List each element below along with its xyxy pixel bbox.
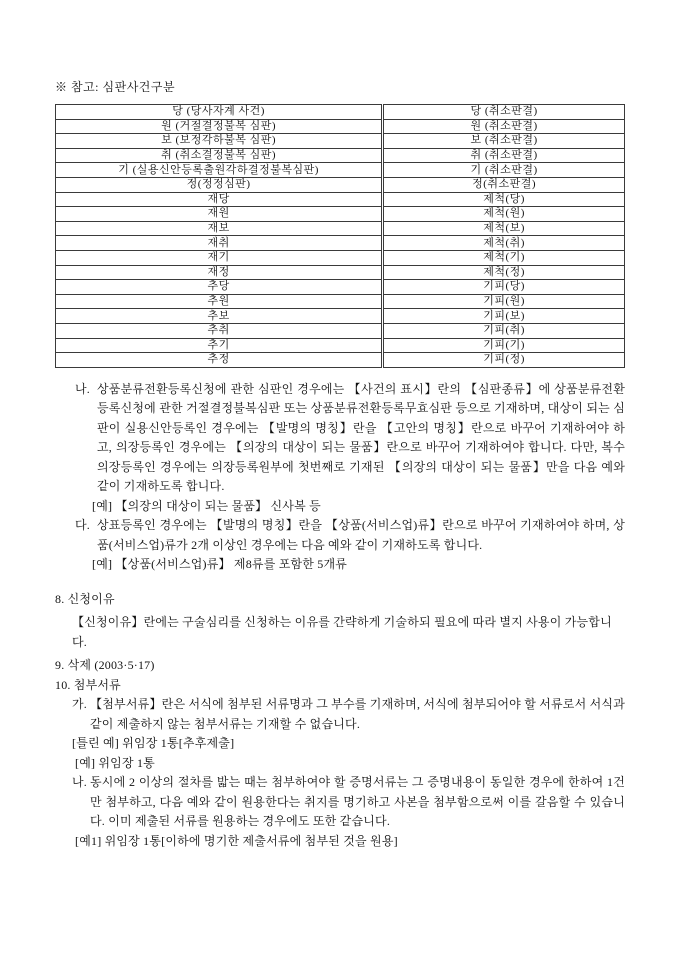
table-row bbox=[56, 294, 625, 309]
table-cell-case: 재당 bbox=[56, 192, 383, 207]
table-row bbox=[56, 177, 625, 192]
list-label: 나. bbox=[75, 381, 90, 396]
paragraph-text: 동시에 2 이상의 절차를 밟는 때는 첨부하여야 할 증명서류는 그 증명내용이 동일한 경우에 한하여 1건만 첨부하고, 다음 예와 같이 원용한다는 취지를 명기하고 사본을 첨부함으로써 이를 갈음할 수 있습니다. 이미 제출된 서류를 원용하는 경우에도 또한 같습니다. bbox=[90, 775, 625, 829]
table-cell-case: 추기 bbox=[56, 338, 383, 353]
table-cell-result: 정(취소판결) bbox=[383, 177, 625, 192]
list-label: 나. bbox=[72, 775, 87, 790]
table-row bbox=[56, 353, 625, 368]
table-cell-case: 추취 bbox=[56, 323, 383, 338]
section9-title: 9. 삭제 (2003·5·17) bbox=[55, 658, 155, 673]
example-line-design: [예] 【의장의 대상이 되는 물품】 신사복 등 bbox=[92, 498, 321, 513]
table-row bbox=[56, 236, 625, 251]
list-label: 가. bbox=[72, 697, 87, 712]
table-cell-result: 제척(보) bbox=[383, 221, 625, 236]
table-cell-case: 보 (보정각하불복 심판) bbox=[56, 134, 383, 149]
document-body bbox=[55, 380, 625, 852]
table-cell-case: 당 (당사자계 사건) bbox=[56, 105, 383, 120]
table-row bbox=[56, 192, 625, 207]
table-cell-case: 추보 bbox=[56, 309, 383, 324]
table-cell-case: 재취 bbox=[56, 236, 383, 251]
table-cell-case: 정(정정심판) bbox=[56, 177, 383, 192]
wrong-example-line: [틀린 예] 위임장 1통[추후제출] bbox=[72, 736, 235, 751]
table-cell-result: 제척(정) bbox=[383, 265, 625, 280]
table-cell-result: 보 (취소판결) bbox=[383, 134, 625, 149]
table-cell-result: 취 (취소판결) bbox=[383, 148, 625, 163]
table-row bbox=[56, 134, 625, 149]
table-cell-result: 제척(기) bbox=[383, 250, 625, 265]
table-cell-result: 기 (취소판결) bbox=[383, 163, 625, 178]
paragraph-da bbox=[75, 516, 625, 555]
table-row bbox=[56, 105, 625, 120]
example-line-class: [예] 【상품(서비스업)류】 제8류를 포함한 5개류 bbox=[92, 557, 348, 572]
paragraph-text: 【첨부서류】란은 서식에 첨부된 서류명과 그 부수를 기재하며, 서식에 첨부되어야 할 서류로서 서식과 같이 제출하지 않는 첨부서류는 기재할 수 없습니다. bbox=[90, 697, 625, 731]
table-row bbox=[56, 323, 625, 338]
table-cell-result: 기피(취) bbox=[383, 323, 625, 338]
example1-line-poa: [예1] 위임장 1통[이하에 명기한 제출서류에 첨부된 것을 원용] bbox=[75, 833, 398, 848]
section8-text: 【신청이유】란에는 구술심리를 신청하는 이유를 간략하게 기술하되 필요에 따라 별지 사용이 가능합니다. bbox=[72, 615, 612, 649]
table-row bbox=[56, 207, 625, 222]
table-cell-result: 기피(기) bbox=[383, 338, 625, 353]
table-row bbox=[56, 338, 625, 353]
table-cell-result: 제척(원) bbox=[383, 207, 625, 222]
note-heading: ※ 참고: 심판사건구분 bbox=[55, 80, 176, 94]
section10-title: 10. 첨부서류 bbox=[55, 677, 121, 692]
table-row bbox=[56, 119, 625, 134]
table-cell-case: 추원 bbox=[56, 294, 383, 309]
table-cell-case: 추정 bbox=[56, 353, 383, 368]
table-cell-case: 추당 bbox=[56, 280, 383, 295]
table-row bbox=[56, 250, 625, 265]
table-cell-case: 기 (실용신안등록출원각하결정불복심판) bbox=[56, 163, 383, 178]
table-cell-result: 기피(정) bbox=[383, 353, 625, 368]
table-row bbox=[56, 221, 625, 236]
table-cell-result: 기피(당) bbox=[383, 280, 625, 295]
table-cell-result: 당 (취소판결) bbox=[383, 105, 625, 120]
paragraph-text: 상품분류전환등록신청에 관한 심판인 경우에는 【사건의 표시】란의 【심판종류】에 상품분류전환등록신청에 관한 거절결정불복심판 또는 상품분류전환등록무효심판 등으로 기재하며, 대상이 되는 심판이 실용신안등록인 경우에는 【발명의 명칭】란을 【고안의 명칭】란으로 바꾸어 기재하여야 하고, 의장등록인 경우에는 【의장의 대상이 되는 물품】란으로 바꾸어 기재하여야 합니다. 다만, 복수의장등록인 경우에는 의장등록원부에 첫번째로 기재된 【의장의 대상이 되는 물품】만을 다음 예와 같이 기재하도록 합니다. bbox=[97, 381, 625, 494]
section8-title: 8. 신청이유 bbox=[55, 591, 115, 606]
table-cell-case: 원 (거절결정불복 심판) bbox=[56, 119, 383, 134]
table-cell-result: 제척(당) bbox=[383, 192, 625, 207]
table-cell-result: 제척(취) bbox=[383, 236, 625, 251]
table-cell-result: 원 (취소판결) bbox=[383, 119, 625, 134]
trial-case-table bbox=[55, 104, 625, 368]
table-cell-case: 재정 bbox=[56, 265, 383, 280]
table-row bbox=[56, 265, 625, 280]
table-cell-case: 취 (취소결정불복 심판) bbox=[56, 148, 383, 163]
table-cell-case: 재원 bbox=[56, 207, 383, 222]
paragraph-na bbox=[75, 380, 625, 497]
table-row bbox=[56, 280, 625, 295]
example-line-poa: [예] 위임장 1통 bbox=[75, 755, 155, 770]
list-label: 다. bbox=[75, 518, 90, 533]
table-row bbox=[56, 148, 625, 163]
table-cell-result: 기피(보) bbox=[383, 309, 625, 324]
table-row bbox=[56, 163, 625, 178]
paragraph-ga bbox=[72, 695, 625, 734]
table-cell-result: 기피(원) bbox=[383, 294, 625, 309]
table-cell-case: 재기 bbox=[56, 250, 383, 265]
table-row bbox=[56, 309, 625, 324]
table-cell-case: 재보 bbox=[56, 221, 383, 236]
paragraph-na2 bbox=[72, 773, 625, 832]
paragraph-text: 상표등록인 경우에는 【발명의 명칭】란을 【상품(서비스업)류】란으로 바꾸어 기재하여야 하며, 상품(서비스업)류가 2개 이상인 경우에는 다음 예와 같이 기재하도록 합니다. bbox=[97, 518, 625, 552]
